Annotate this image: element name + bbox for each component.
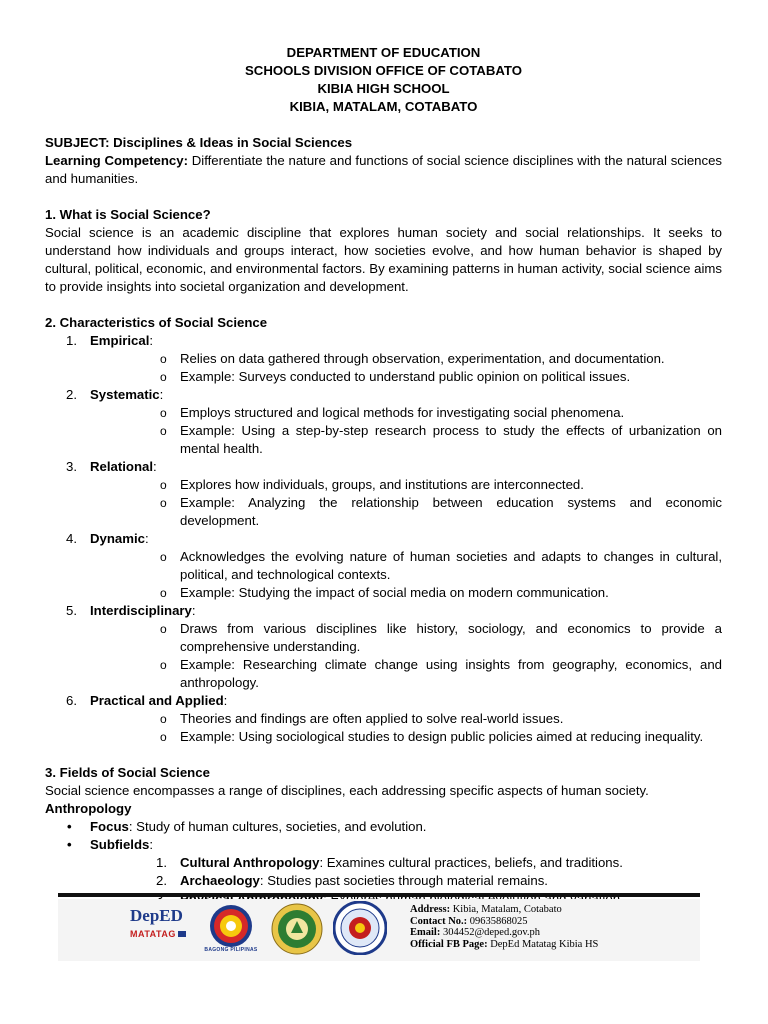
section1-heading: 1. What is Social Science?	[45, 207, 211, 222]
footer-divider	[58, 893, 700, 897]
characteristic-item: 5. Interdisciplinary: o Draws from various disciplines like history, sociology, and economics to provide a comprehensive understanding. o Example: Researching climate change using insights from geography, economics, and anthropology.	[66, 603, 722, 690]
list-item: o Example: Using sociological studies to design public policies aimed at reducing inequality.	[160, 729, 704, 744]
email-line: Email: 304452@deped.gov.ph	[410, 927, 541, 938]
school-seal	[271, 903, 323, 955]
section1-body: Social science is an academic discipline that explores human society and social relationships. It seeks to understand how individuals and groups interact, how societies evolve, and how human behavior is shaped by cultural, political, economic, and environmental factors. By examining patterns in human activity, social science aims to provide insights into societal organization and development.	[45, 225, 722, 294]
fb-page-line: Official FB Page: DepEd Matatag Kibia HS	[410, 938, 599, 950]
characteristic-item: 2. Systematic: o Employs structured and logical methods for investigating social phenomena. o Example: Using a step-by-step research process to study the effects of urbanization on mental health.	[66, 387, 722, 456]
section3-heading: 3. Fields of Social Science	[45, 765, 210, 780]
list-item: o Example: Analyzing the relationship between education systems and economic development.	[160, 495, 722, 528]
list-item: o Draws from various disciplines like history, sociology, and economics to provide a comprehensive understanding.	[160, 621, 722, 654]
focus-item: • Focus: Study of human cultures, societies, and evolution.	[67, 819, 427, 834]
header-location: KIBIA, MATALAM, COTABATO	[289, 99, 478, 114]
list-item: o Explores how individuals, groups, and institutions are interconnected.	[160, 477, 584, 492]
list-item: o Example: Surveys conducted to understand public opinion on political issues.	[160, 369, 631, 384]
learning-competency: Learning Competency: Differentiate the nature and functions of social science disciplines with the natural sciences and humanities.	[45, 153, 723, 186]
section3-intro: Social science encompasses a range of disciplines, each addressing specific aspects of human society.	[45, 783, 649, 798]
subfields-item: • Subfields: 1. Cultural Anthropology: Examines cultural practices, beliefs, and traditions. 2. Archaeology: Studies past societies through material remains.	[45, 836, 722, 908]
characteristics-list	[45, 332, 722, 746]
characteristic-item: 3. Relational: o Explores how individuals, groups, and institutions are interconnected. o Example: Analyzing the relationship between education systems and economic development.	[66, 459, 722, 528]
page-footer	[58, 893, 700, 963]
section2-heading: 2. Characteristics of Social Science	[45, 315, 268, 330]
list-item: o Example: Researching climate change using insights from geography, economics, and anthropology.	[160, 657, 722, 690]
deped-logo: DepED MATATAG	[130, 907, 194, 947]
characteristic-item: 6. Practical and Applied: o Theories and findings are often applied to solve real-world issues. o Example: Using sociological studies to design public policies aimed at reducing inequality.	[45, 692, 722, 746]
subfield-item: 1. Cultural Anthropology: Examines cultural practices, beliefs, and traditions.	[156, 855, 623, 870]
document-page	[45, 44, 722, 908]
header-division: SCHOOLS DIVISION OFFICE OF COTABATO	[245, 63, 522, 78]
list-item: o Employs structured and logical methods for investigating social phenomena.	[160, 405, 625, 420]
field-name: Anthropology	[45, 801, 132, 816]
list-item: o Example: Studying the impact of social media on modern communication.	[160, 585, 609, 600]
division-seal	[333, 901, 387, 955]
header-department: DEPARTMENT OF EDUCATION	[286, 45, 481, 60]
contact-block	[410, 904, 700, 950]
list-item: o Example: Using a step-by-step research process to study the effects of urbanization on mental health.	[160, 423, 722, 456]
bagong-pilipinas-logo: BAGONG PILIPINAS	[203, 903, 259, 955]
address-line: Address: Kibia, Matalam, Cotabato	[410, 904, 562, 915]
letterhead	[45, 44, 722, 116]
list-item: o Relies on data gathered through observation, experimentation, and documentation.	[160, 351, 665, 366]
list-item: o Theories and findings are often applied to solve real-world issues.	[160, 711, 564, 726]
characteristic-item: 4. Dynamic: o Acknowledges the evolving nature of human societies and adapts to changes in cultural, political, and technological contexts. o Example: Studying the impact of social media on modern communication.	[66, 531, 722, 600]
subject-line: SUBJECT: Disciplines & Ideas in Social Sciences	[45, 135, 353, 150]
list-item: o Acknowledges the evolving nature of human societies and adapts to changes in cultural, political, and technological contexts.	[160, 549, 722, 582]
subfield-item: 2. Archaeology: Studies past societies through material remains.	[156, 873, 548, 888]
contact-number-line: Contact No.: 09635868025	[410, 915, 528, 927]
header-school: KIBIA HIGH SCHOOL	[317, 81, 450, 96]
characteristic-item: 1. Empirical: o Relies on data gathered through observation, experimentation, and documentation. o Example: Surveys conducted to understand public opinion on political issues.	[45, 332, 722, 386]
